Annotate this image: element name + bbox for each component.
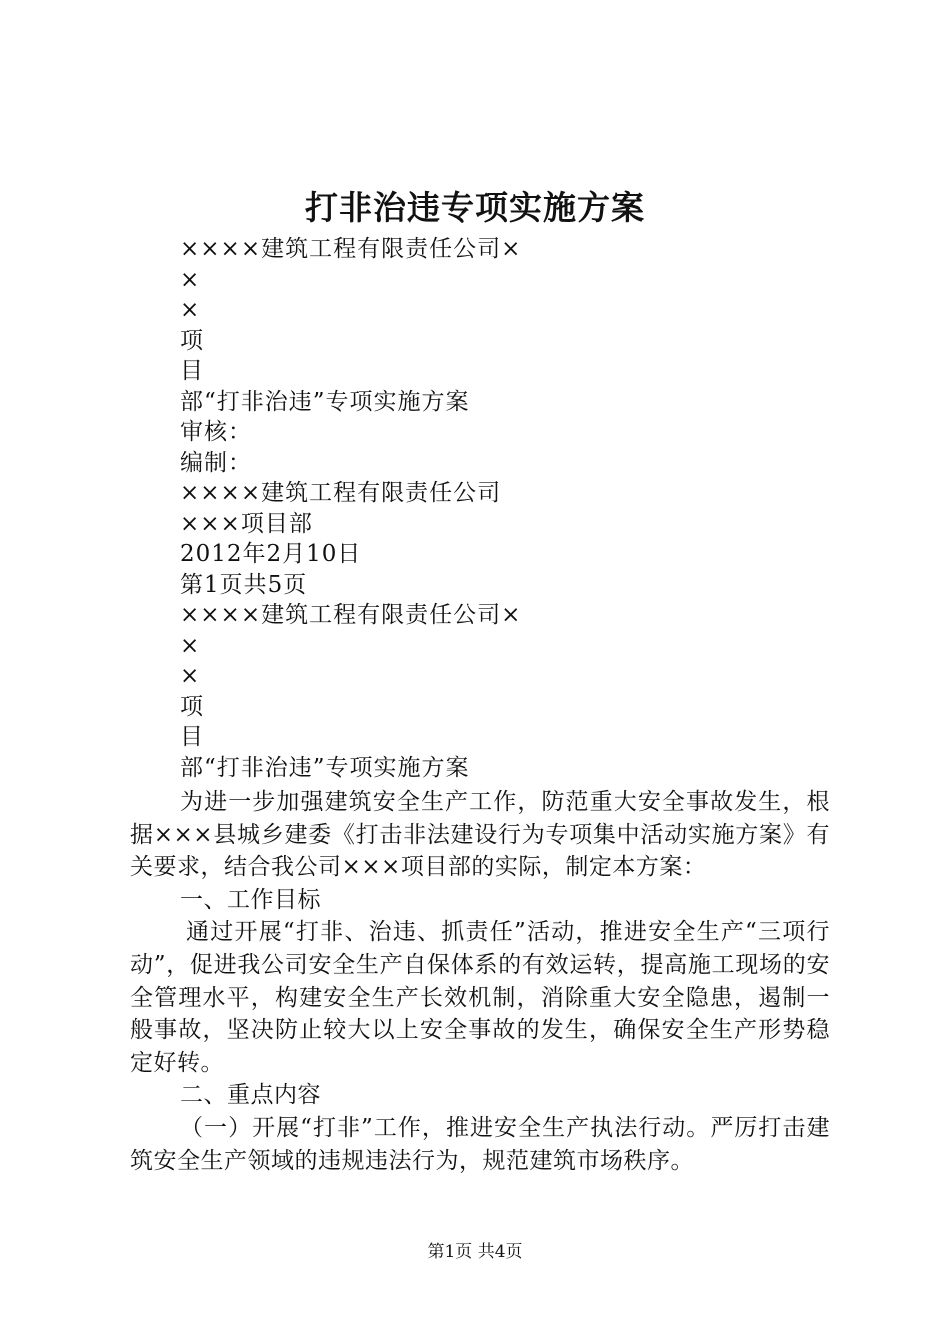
cover-line: ××××建筑工程有限责任公司× bbox=[180, 236, 522, 262]
cover-line: 2012年2月10日 bbox=[180, 541, 362, 567]
cover-line: 审核： bbox=[180, 419, 252, 445]
section-heading: 二、重点内容 bbox=[180, 1082, 321, 1109]
cover-line: ××××建筑工程有限责任公司× bbox=[180, 602, 522, 628]
cover-line: ×××项目部 bbox=[180, 510, 313, 537]
page-footer: 第1页 共4页 bbox=[427, 1242, 523, 1262]
cover-line: 部“打非治违”专项实施方案 bbox=[180, 754, 470, 781]
cover-line: 项 bbox=[180, 693, 204, 720]
cover-line: 第1页共5页 bbox=[180, 571, 308, 598]
cover-line: 部“打非治违”专项实施方案 bbox=[180, 388, 470, 415]
cover-line: × bbox=[180, 663, 201, 689]
body-paragraph: （一）开展“打非”工作，推进安全生产执法行动。严厉打击建筑安全生产领域的违规违法行为，规范建筑市场秩序。 bbox=[130, 1114, 830, 1174]
document-title: 打非治违专项实施方案 bbox=[305, 188, 645, 227]
document-body bbox=[130, 786, 830, 1177]
section-heading: 一、工作目标 bbox=[180, 886, 321, 913]
cover-line: × bbox=[180, 632, 201, 659]
cover-line: × bbox=[180, 297, 201, 323]
cover-lines bbox=[180, 234, 880, 783]
cover-line: × bbox=[180, 266, 201, 293]
body-paragraph: 为进一步加强建筑安全生产工作，防范重大安全事故发生，根据×××县城乡建委《打击非法建设行为专项集中活动实施方案》有关要求，结合我公司×××项目部的实际，制定本方案： bbox=[130, 789, 830, 881]
cover-line: 项 bbox=[180, 327, 204, 354]
cover-line: 目 bbox=[180, 358, 204, 384]
cover-line: 目 bbox=[180, 724, 204, 750]
cover-line: ××××建筑工程有限责任公司 bbox=[180, 480, 502, 506]
cover-line: 编制： bbox=[180, 449, 252, 476]
body-paragraph: 通过开展“打非、治违、抓责任”活动，推进安全生产“三项行动”，促进我公司安全生产自保体系的有效运转，提高施工现场的安全管理水平，构建安全生产长效机制，消除重大安全隐患，遏制一般事故，坚决防止较大以上安全事故的发生，确保安全生产形势稳定好转。 bbox=[130, 919, 830, 1076]
